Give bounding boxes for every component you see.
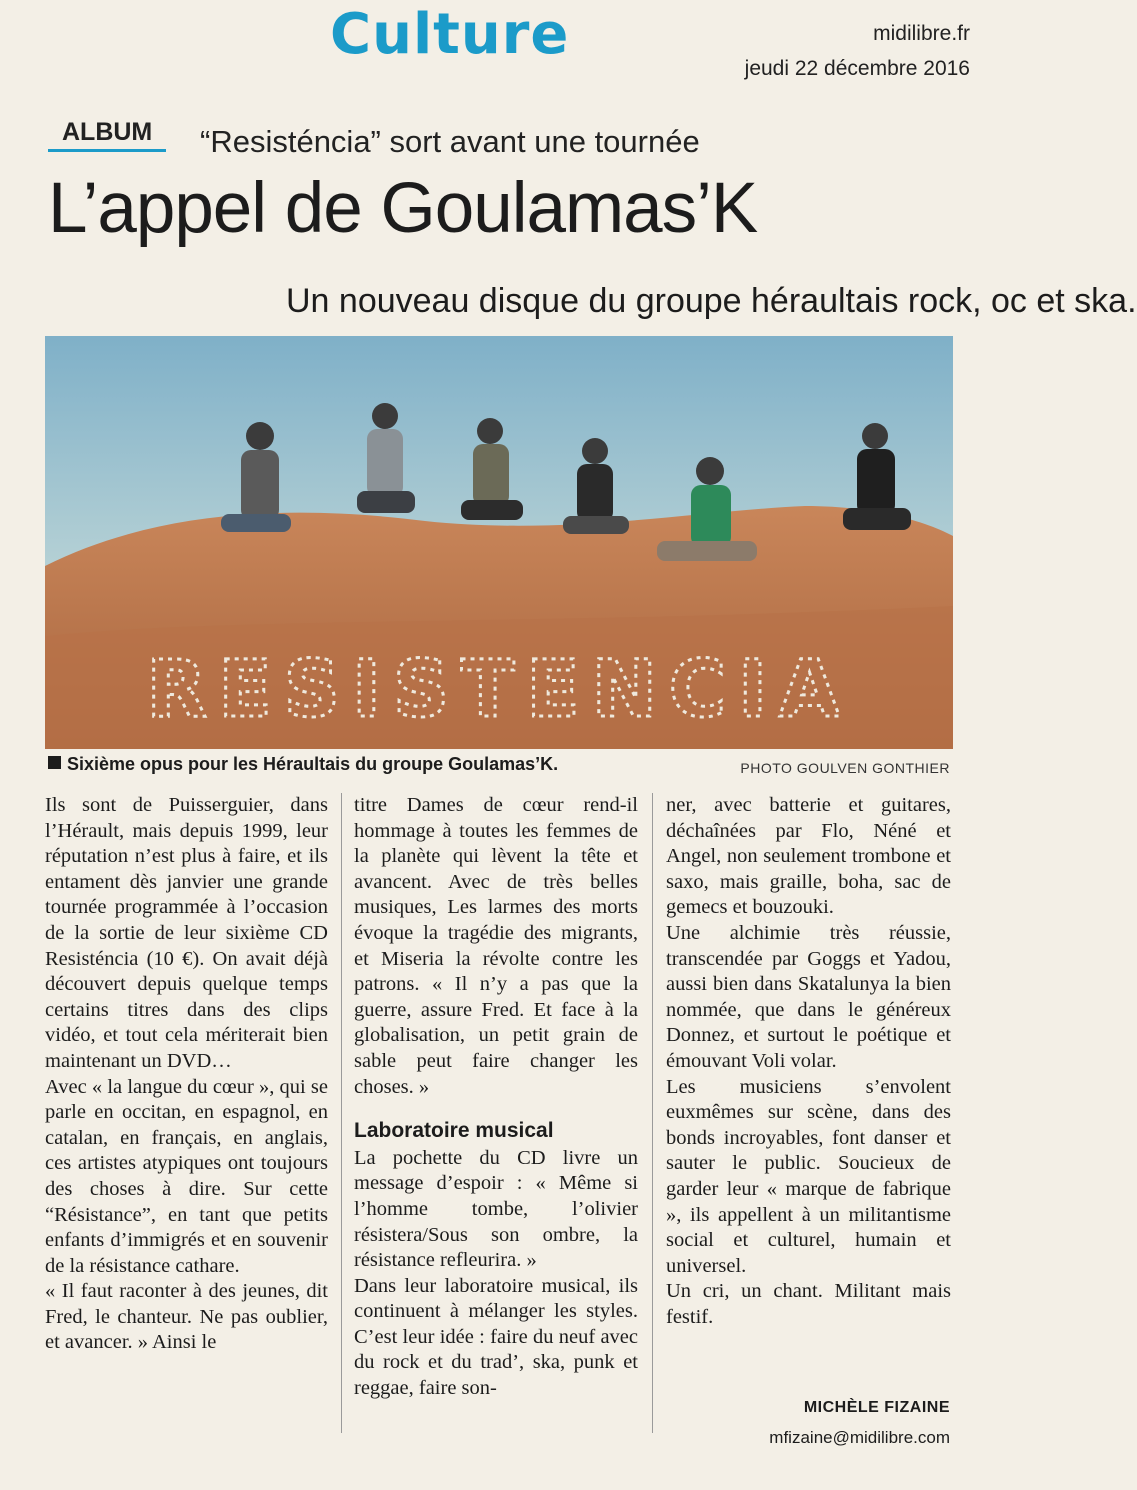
issue-date: jeudi 22 décembre 2016 bbox=[744, 57, 970, 80]
subhead-laboratoire: Laboratoire musical bbox=[354, 1119, 554, 1143]
caption-bullet-icon bbox=[48, 756, 61, 769]
site-name: midilibre.fr bbox=[873, 22, 970, 45]
paragraph: Une alchimie très réussie, transcendée par Goggs et Yadou, aussi bien dans Skatalunya la bien nommée, que dans le généreux Donnez, et surtout le poétique et émouvant Voli volar. bbox=[666, 921, 951, 1072]
paragraph: Ils sont de Puisserguier, dans l’Hérault, mais depuis 1999, leur réputation n’est plus à faire, et ils entament dès janvier une grande tournée programmée à l’occasion de la sortie de leur sixième CD Resisténcia (10 €). On avait déjà découvert depuis quelque temps certains titres dans des clips vidéo, et tout cela mériterait bien maintenant un DVD… bbox=[45, 794, 328, 1072]
paragraph: « Il faut raconter à des jeunes, dit Fred, le chanteur. Ne pas oublier, et avancer. » Ainsi le bbox=[45, 1280, 328, 1354]
photo-caption bbox=[48, 754, 558, 775]
paragraph: titre Dames de cœur rend-il hommage à toutes les femmes de la planète qui lèvent la tête et avancent. Avec de très belles musiques, Les larmes des morts évoque la tragédie des migrants, et Miseria la révolte contre les patrons. « Il n’y a pas que la guerre, assure Fred. Et face à la globalisation, un petit grain de sable peut faire changer les choses. » bbox=[354, 794, 638, 1098]
section-title: Culture bbox=[330, 2, 570, 67]
band-photo bbox=[45, 336, 953, 749]
paragraph: Un cri, un chant. Militant mais festif. bbox=[666, 1280, 951, 1328]
headline: L’appel de Goulamas’K bbox=[48, 169, 758, 248]
photo-credit: PHOTO GOULVEN GONTHIER bbox=[740, 760, 950, 776]
author-name: MICHÈLE FIZAINE bbox=[803, 1399, 950, 1416]
article-column-1 bbox=[45, 793, 328, 1356]
kicker-label: ALBUM bbox=[48, 118, 166, 152]
author-email[interactable]: mfizaine@midilibre.com bbox=[769, 1428, 950, 1447]
paragraph: Dans leur laboratoire musical, ils continuent à mélanger les styles. C’est leur idée : faire du neuf avec du rock et du trad’, ska, punk et reggae, faire son- bbox=[354, 1274, 638, 1400]
photo-caption-text: Sixième opus pour les Héraultais du groupe Goulamas’K. bbox=[67, 754, 559, 774]
column-rule bbox=[652, 793, 653, 1433]
paragraph: ner, avec batterie et guitares, déchaînées par Flo, Néné et Angel, non seulement trombone et saxo, mais graille, boha, sac de gemecs et bouzouki. bbox=[666, 794, 951, 919]
column-rule bbox=[341, 793, 342, 1433]
paragraph: Les musiciens s’envolent euxmêmes sur scène, dans des bonds incroyables, font danser et sauter le public. Soucieux de garder leur « marque de fabrique », ils appellent à un militantisme social et culturel, humain et universel. bbox=[666, 1075, 951, 1277]
paragraph: Avec « la langue du cœur », qui se parle en occitan, en espagnol, en catalan, en français, en anglais, ces artistes atypiques ont toujours des choses à dire. Sur cette “Résistance”, en tant que petits enfants d’immigrés et en souvenir de la résistance cathare. bbox=[45, 1075, 328, 1277]
article-column-3 bbox=[666, 793, 951, 1330]
kicker-text: “Resisténcia” sort avant une tournée bbox=[200, 124, 700, 159]
paragraph: La pochette du CD livre un message d’espoir : « Même si l’homme tombe, l’olivier résistera/Sous son ombre, la résistance refleurira. » bbox=[354, 1146, 638, 1272]
subheadline: Un nouveau disque du groupe héraultais rock, oc et ska. bbox=[286, 282, 1137, 320]
article-column-2 bbox=[354, 793, 638, 1402]
stones-text: RESISTENCIA bbox=[146, 645, 852, 735]
